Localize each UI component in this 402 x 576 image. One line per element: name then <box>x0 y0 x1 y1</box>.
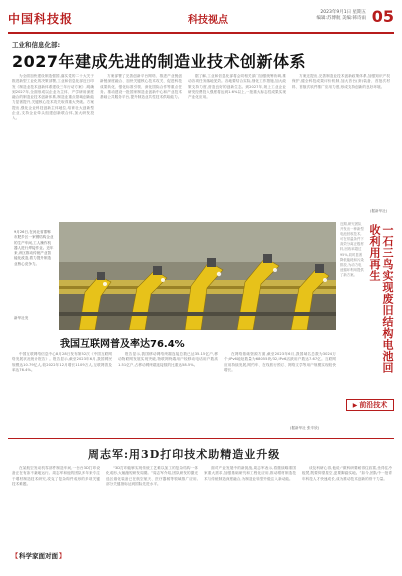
bracket-icon: 【 <box>12 552 19 560</box>
bracket-close-icon: 】 <box>59 552 66 560</box>
date-line <box>317 10 366 22</box>
internet-column-2: 报告显示,我国移动网络终端连接总数已达35.15亿户,移动物联网发展实现突破,物联网终端用户较移动电话用户数高1.51亿户,占移动网终端连接数的比重达58.5%。 <box>118 352 218 367</box>
bottom-column-4: 谈及科研心得,他说:“做科研要耐得住寂寞,坐得住冷板凳,既要仰望星空,更要脚踏实地。”如今,团队中一批青年科技人才快速成长,成为推动技术创新的骨干力量。 <box>302 466 392 481</box>
internet-credit: (据新华社 张辛欣) <box>290 426 320 430</box>
scientist-interview-tag <box>12 549 68 561</box>
bottom-column-1: 在某航空发动机零部件制造车间,一台台3D打印设备正在有条不紊地运行。周志军和他的团队多年来专注于增材制造技术研究,攻克了复杂构件成形的多项关键技术难题。 <box>12 466 100 486</box>
bottom-article-headline: 周志军:用3D打印技术助精造业升级 <box>88 448 281 461</box>
frontier-tech-badge <box>346 399 394 411</box>
factory-robot-photo <box>59 222 336 330</box>
section-title: 科技视点 <box>188 15 228 26</box>
article-kicker: 工业和信息化部: <box>12 41 61 49</box>
article-column-3: 据了解,工业和信息化部将会同相关部门加强统筹协调,推动各项任务落地见效。各地要结合实际,细化工作措施,加大政策支持力度,营造良好的创新生态。到2027年,规上工业企业研发经费投入强度将达到1.6%以上,一批重大标志性成果实现产业化应用。 <box>188 74 286 100</box>
article-column-1: 为全面加快建设制造强国,落实党的二十大关于推进新型工业化的决策部署,工业和信息化部近日印发《制造业技术创新体系建设三年行动方案》,明确到2027年,全面形成以企业为主体、产学研用深度融合的制造业技术创新体系,制造业重点领域创新能力显著提升,关键核心技术攻关取得重大突破。方案提出,强化企业科技创新主体地位,培育壮大创新型企业,支持企业牵头组建创新联合体,加大研发投入。 <box>12 74 94 121</box>
article-credit: (据新华社) <box>370 209 388 213</box>
internet-column-3: 在网络基础资源方面,截至2023年6月,我国域名总数为3024万个;IPv6地址数量为68055块/32,IPv6活跃用户数达7.67亿。互联网应用持续发展,网约车、在线旅行预订、网络文学等用户规模实现较快增长。 <box>224 352 336 372</box>
sidebar-vertical-title: 一石三鸟实现废旧结构电池回收利用再生 <box>368 224 394 374</box>
bottom-column-3: 面对产业发展中的新挑战,周志军表示,将继续瞄准国家重大需求,加强基础研究和工程化应用,推动增材制造技术与传统制造深度融合,为制造业转型升级注入新动能。 <box>204 466 296 481</box>
publish-date: 2023年9月1日 星期五 <box>320 10 366 15</box>
photo-credit: 新华社发 <box>14 316 29 320</box>
photo-caption: 9月26日,在河北省邯郸市肥乡区一家钢结构企业的生产车间,工人操作机器人进行焊接作业。近年来,该区推动传统产业智能化改造,着力提升制造业核心竞争力。 <box>14 230 54 266</box>
masthead <box>8 6 394 34</box>
bottom-column-2: “3D打印能够实现传统工艺难以加工的复杂结构一体化成形,大幅缩短研发周期。”周志军介绍,团队研发的激光选区熔化装备已在航空航天、医疗器械等领域推广应用,部分关键指标达到国际先进水平。 <box>106 466 198 486</box>
arrow-right-icon: ▶ <box>352 401 358 409</box>
sidebar-text: 近期,研究团队开发出一种新型电池回收技术,可在常温条件下高效分离正极材料,回收率超过95%,同时显著降低能耗和污染排放,为动力电池循环利用提供了新方案。 <box>340 222 364 277</box>
section-divider <box>8 438 394 439</box>
article-column-4: 方案还提出,完善制造业技术创新政策体系,加强知识产权保护,健全科技成果评价机制,加大首台(套)装备、首批次材料、首版次软件推广应用力度,形成支持创新的良好环境。 <box>292 74 390 89</box>
sidebar-column <box>340 222 394 397</box>
newspaper-logo: 中国科技报 <box>8 12 74 26</box>
internet-column-1: 中国互联网络信息中心8月28日发布第52次《中国互联网络发展状况统计报告》。报告显示,截至2023年6月,我国网民规模达10.79亿人,较2022年12月增长1109万人,互联网普及率达76.4%。 <box>12 352 112 372</box>
robot-welding-illustration <box>59 222 336 330</box>
article-column-2: 方案部署了完善创新平台网络、推进产业链创新链深度融合、加快关键核心技术攻关、促进科技成果转化、强化标准引领、深化国际合作等重点任务。推动建设一批国家制造业创新中心和产业技术基础公共服务平台,提升制造业共性技术供给能力。 <box>100 74 182 100</box>
internet-article-headline: 我国互联网普及率达76.4% <box>60 339 185 350</box>
page-number: 05 <box>371 7 394 26</box>
article-headline: 2027年建成先进的制造业技术创新体系 <box>12 52 307 71</box>
tag-label: 科学家面对面 <box>19 551 59 560</box>
editor-line: 编辑:苏博航 美编:韩诗雨 <box>316 16 366 21</box>
badge-label: 前沿技术 <box>359 401 388 409</box>
